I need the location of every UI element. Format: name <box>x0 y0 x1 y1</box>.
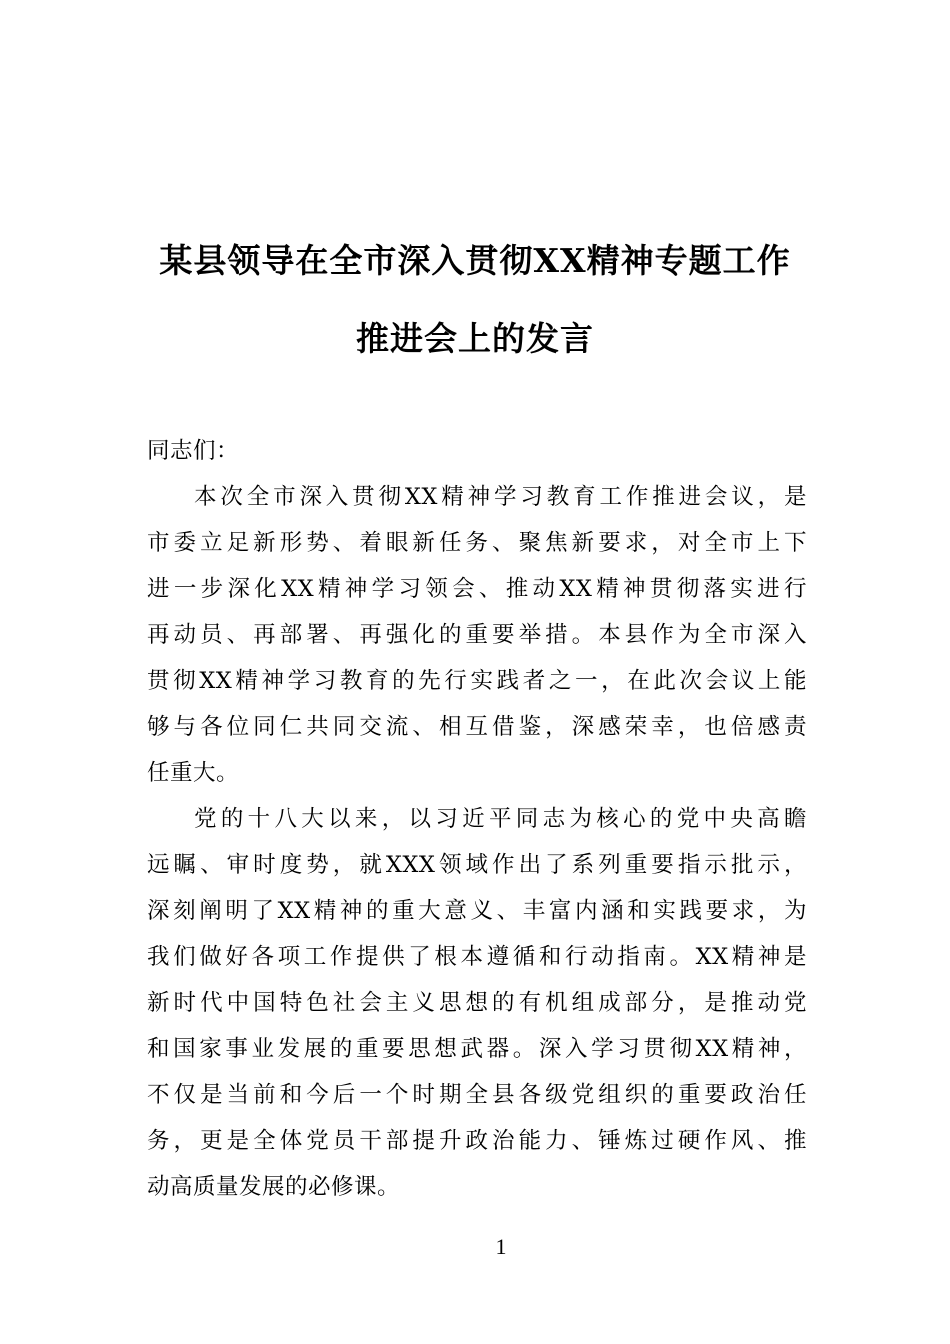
paragraph-line: 市委立足新形势、着眼新任务、聚焦新要求，对全市上下 <box>147 530 807 556</box>
paragraph-line: 深刻阐明了XX精神的重大意义、丰富内涵和实践要求，为 <box>147 898 807 924</box>
paragraph-line: 新时代中国特色社会主义思想的有机组成部分，是推动党 <box>147 990 807 1016</box>
paragraph-line: 党的十八大以来，以习近平同志为核心的党中央高瞻 <box>194 806 807 832</box>
document-title <box>100 222 850 378</box>
paragraph-line: 任重大。 <box>147 760 240 786</box>
paragraph-line: 本次全市深入贯彻XX精神学习教育工作推进会议，是 <box>194 484 807 510</box>
paragraph-2 <box>147 796 807 1210</box>
paragraph-line: 我们做好各项工作提供了根本遵循和行动指南。XX精神是 <box>147 944 807 970</box>
paragraph-line: 务，更是全体党员干部提升政治能力、锤炼过硬作风、推 <box>147 1128 807 1154</box>
salutation: 同志们： <box>147 438 240 464</box>
document-body <box>147 428 807 1210</box>
paragraph-line: 再动员、再部署、再强化的重要举措。本县作为全市深入 <box>147 622 807 648</box>
paragraph-line: 不仅是当前和今后一个时期全县各级党组织的重要政治任 <box>147 1082 807 1108</box>
paragraph-line: 动高质量发展的必修课。 <box>147 1174 401 1200</box>
title-line: 某县领导在全市深入贯彻XX精神专题工作 <box>159 241 791 280</box>
paragraph-line: 够与各位同仁共同交流、相互借鉴，深感荣幸，也倍感责 <box>147 714 807 740</box>
paragraph-line: 远瞩、审时度势，就XXX领域作出了系列重要指示批示， <box>147 852 807 878</box>
title-line: 推进会上的发言 <box>356 319 594 358</box>
paragraph-1 <box>147 474 807 796</box>
page-number: 1 <box>495 1234 507 1259</box>
paragraph-line: 贯彻XX精神学习教育的先行实践者之一，在此次会议上能 <box>147 668 807 694</box>
paragraph-line: 和国家事业发展的重要思想武器。深入学习贯彻XX精神， <box>147 1036 807 1062</box>
paragraph-line: 进一步深化XX精神学习领会、推动XX精神贯彻落实进行 <box>147 576 807 602</box>
